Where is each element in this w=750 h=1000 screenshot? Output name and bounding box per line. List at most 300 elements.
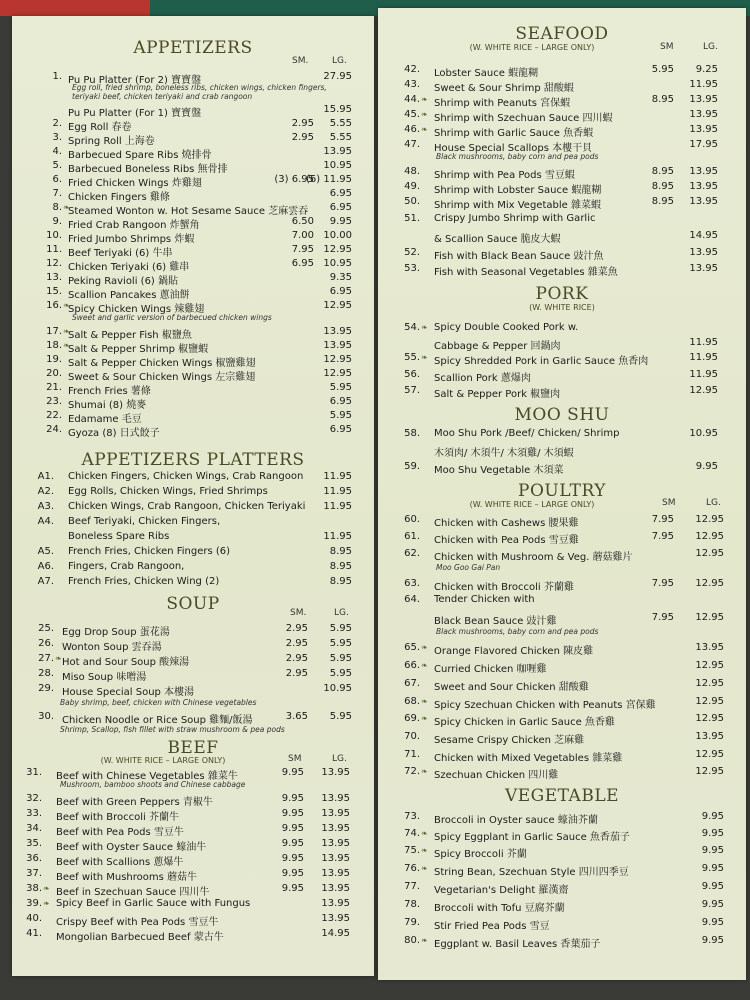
item-number: 68. xyxy=(404,696,420,707)
menu-item-row xyxy=(12,368,374,382)
menu-page-left xyxy=(12,16,374,976)
item-price-large: 13.95 xyxy=(323,340,352,351)
item-name: House Special Soup 本樓湯 xyxy=(62,687,195,698)
col-header-lg: LG. xyxy=(334,608,349,618)
spicy-icon: ❧ xyxy=(63,341,70,350)
section-subtitle-beef: (W. WHITE RICE – LARGE ONLY) xyxy=(100,756,226,765)
item-number: 69. xyxy=(404,713,420,724)
item-number: A5. xyxy=(37,546,54,557)
menu-item-row xyxy=(12,501,374,515)
item-price-large: 6.95 xyxy=(329,202,352,213)
item-name: French Fries 薯條 xyxy=(68,386,151,397)
item-price-large: 13.95 xyxy=(689,263,718,274)
item-price-large: 11.95 xyxy=(323,531,352,542)
item-number: 18. xyxy=(46,340,62,351)
item-name: Beef with Oyster Sauce 蠔油牛 xyxy=(56,842,207,853)
menu-item-row xyxy=(378,385,746,399)
item-price-large: 13.95 xyxy=(689,181,718,192)
item-number: 15. xyxy=(46,286,62,297)
item-price-small: 9.95 xyxy=(281,808,304,819)
item-price-small: 2.95 xyxy=(285,623,308,634)
section-title-appetizers: APPETIZERS xyxy=(133,38,253,58)
item-name: Salt & Pepper Shrimp 椒鹽蝦 xyxy=(68,344,209,355)
item-number: 62. xyxy=(404,548,420,559)
item-price-small: 8.95 xyxy=(651,181,674,192)
menu-item-row xyxy=(378,369,746,383)
item-name: Fish with Black Bean Sauce 豉汁魚 xyxy=(434,251,604,262)
item-name: Beef Teriyaki, Chicken Fingers, xyxy=(68,516,221,527)
menu-item-row xyxy=(12,653,374,667)
menu-item-row xyxy=(12,638,374,652)
item-name: Crispy Jumbo Shrimp with Garlic xyxy=(434,213,596,224)
menu-item-row xyxy=(378,766,746,780)
item-name: Chicken Wings, Crab Rangoon, Chicken Teriyaki xyxy=(68,501,306,512)
menu-item-row xyxy=(12,868,374,882)
menu-item-row xyxy=(12,711,374,725)
menu-item-row xyxy=(378,166,746,180)
col-header-lg: LG. xyxy=(706,498,721,508)
item-price-large: 9.95 xyxy=(701,845,724,856)
item-price-small: 7.00 xyxy=(291,230,314,241)
col-header-lg: LG. xyxy=(332,56,347,66)
spicy-icon: ❧ xyxy=(421,323,428,332)
item-number: 25. xyxy=(38,623,54,634)
item-price-small: 6.50 xyxy=(291,216,314,227)
item-name: Spicy Broccoli 芥蘭 xyxy=(434,849,527,860)
item-price-small: 7.95 xyxy=(291,244,314,255)
menu-item-row xyxy=(12,471,374,485)
menu-item-row xyxy=(12,486,374,500)
item-price-large: 11.95 xyxy=(689,79,718,90)
item-number: 75. xyxy=(404,845,420,856)
col-header-sm: SM. xyxy=(292,56,309,66)
spicy-icon: ❧ xyxy=(421,95,428,104)
item-number: A3. xyxy=(37,501,54,512)
item-number: 33. xyxy=(26,808,42,819)
menu-item-row xyxy=(12,244,374,258)
item-name: Stir Fried Pea Pods 雪豆 xyxy=(434,921,550,932)
item-number: 32. xyxy=(26,793,42,804)
item-number: 17. xyxy=(46,326,62,337)
menu-item-row xyxy=(12,258,374,272)
item-number: A6. xyxy=(37,561,54,572)
item-price-large: 11.95 xyxy=(689,352,718,363)
section-title-vegetable: VEGETABLE xyxy=(504,786,620,806)
item-price-large: 5.95 xyxy=(329,410,352,421)
spicy-icon: ❧ xyxy=(421,110,428,119)
item-number: 36. xyxy=(26,853,42,864)
item-number: A4. xyxy=(37,516,54,527)
item-price-large: 6.95 xyxy=(329,188,352,199)
menu-item-row xyxy=(12,382,374,396)
item-name: Sesame Crispy Chicken 芝麻雞 xyxy=(434,735,585,746)
col-header-sm: SM xyxy=(662,498,676,508)
section-subtitle-seafood: (W. WHITE RICE – LARGE ONLY) xyxy=(469,43,595,52)
menu-item-row xyxy=(378,612,746,626)
item-price-large: 9.95 xyxy=(329,216,352,227)
menu-item-row xyxy=(378,749,746,763)
item-name: Pu Pu Platter (For 2) 寶寶盤 xyxy=(68,75,202,86)
menu-item-row xyxy=(378,247,746,261)
item-number: A7. xyxy=(37,576,54,587)
item-price-large: 11.95 xyxy=(323,471,352,482)
menu-item-row xyxy=(378,713,746,727)
col-header-lg: LG. xyxy=(332,754,347,764)
menu-item-row xyxy=(378,881,746,895)
menu-item-row xyxy=(12,838,374,852)
item-name: Fried Chicken Wings 炸雞翅 xyxy=(68,178,202,189)
menu-item-row xyxy=(378,322,746,336)
item-number: 64. xyxy=(404,594,420,605)
item-price-small: 8.95 xyxy=(651,196,674,207)
menu-item-row xyxy=(12,623,374,637)
item-number: 49. xyxy=(404,181,420,192)
item-price-large: 13.95 xyxy=(321,823,350,834)
item-number: 21. xyxy=(46,382,62,393)
item-number: 65. xyxy=(404,642,420,653)
item-price-large: 13.95 xyxy=(689,124,718,135)
menu-item-row xyxy=(378,899,746,913)
menu-item-row xyxy=(12,340,374,354)
item-name: Mongolian Barbecued Beef 蒙古牛 xyxy=(56,932,224,943)
background-strip-red xyxy=(0,0,150,16)
item-price-large: 13.95 xyxy=(321,838,350,849)
item-price-large: 13.95 xyxy=(321,868,350,879)
item-price-small: 7.95 xyxy=(651,514,674,525)
item-price-large: 6.95 xyxy=(329,396,352,407)
menu-item-row xyxy=(12,668,374,682)
item-number: 77. xyxy=(404,881,420,892)
item-price-large: 12.95 xyxy=(323,368,352,379)
menu-item-row xyxy=(12,410,374,424)
item-price-large: 10.95 xyxy=(689,428,718,439)
menu-item-row xyxy=(12,354,374,368)
col-header-lg: LG. xyxy=(703,42,718,52)
item-number: 29. xyxy=(38,683,54,694)
spicy-icon: ❧ xyxy=(421,846,428,855)
item-price-large: 13.95 xyxy=(689,196,718,207)
section-title-seafood: SEAFOOD xyxy=(515,24,609,44)
item-price-large: 8.95 xyxy=(329,576,352,587)
menu-item-row xyxy=(12,286,374,300)
item-price-large: 12.95 xyxy=(323,354,352,365)
menu-item-row xyxy=(12,898,374,912)
item-price-large: 13.95 xyxy=(321,808,350,819)
item-name: Szechuan Chicken 四川雞 xyxy=(434,770,559,781)
item-number: 12. xyxy=(46,258,62,269)
item-price-large: 12.95 xyxy=(695,713,724,724)
item-number: 7. xyxy=(52,188,62,199)
col-header-sm: SM. xyxy=(290,608,307,618)
item-number: 23. xyxy=(46,396,62,407)
item-price-large: 12.95 xyxy=(695,578,724,589)
item-name: Egg Drop Soup 蛋花湯 xyxy=(62,627,170,638)
section-title-beef: BEEF xyxy=(167,738,219,758)
item-name: Barbecued Spare Ribs 燒排骨 xyxy=(68,150,212,161)
item-name: Scallion Pancakes 蔥油餅 xyxy=(68,290,190,301)
section-title-soup: SOUP xyxy=(166,594,220,614)
item-price-small: 7.95 xyxy=(651,531,674,542)
item-number: 41. xyxy=(26,928,42,939)
item-name: Spicy Chicken in Garlic Sauce 魚香雞 xyxy=(434,717,615,728)
item-name: Beef with Broccoli 芥蘭牛 xyxy=(56,812,179,823)
item-name: Tender Chicken with xyxy=(434,594,535,605)
menu-item-row xyxy=(378,124,746,138)
item-number: 53. xyxy=(404,263,420,274)
item-price-large: 13.95 xyxy=(695,642,724,653)
item-price-large: 9.95 xyxy=(701,899,724,910)
menu-item-row xyxy=(378,514,746,528)
item-price-large: 13.95 xyxy=(689,247,718,258)
menu-item-row xyxy=(378,94,746,108)
item-number: 71. xyxy=(404,749,420,760)
item-price-small: 2.95 xyxy=(291,118,314,129)
menu-item-row xyxy=(12,300,374,314)
item-number: 56. xyxy=(404,369,420,380)
menu-item-row xyxy=(12,793,374,807)
item-price-large: 11.95 xyxy=(323,486,352,497)
item-number: 37. xyxy=(26,868,42,879)
spicy-icon: ❧ xyxy=(63,327,70,336)
item-number: 13. xyxy=(46,272,62,283)
item-number: 50. xyxy=(404,196,420,207)
menu-item-row xyxy=(12,516,374,530)
item-name: & Scallion Sauce 脆皮大蝦 xyxy=(434,234,561,245)
item-name: French Fries, Chicken Wing (2) xyxy=(68,576,220,587)
item-price-large: 14.95 xyxy=(689,230,718,241)
item-price-small: 2.95 xyxy=(285,668,308,679)
item-number: 16. xyxy=(46,300,62,311)
item-name: Eggplant w. Basil Leaves 香葉茄子 xyxy=(434,939,601,950)
menu-item-row xyxy=(378,109,746,123)
menu-item-row xyxy=(378,531,746,545)
item-price-small: 7.95 xyxy=(651,578,674,589)
item-price-large: 8.95 xyxy=(329,561,352,572)
item-name: Shrimp with Garlic Sauce 魚香蝦 xyxy=(434,128,594,139)
item-name: Chicken Noodle or Rice Soup 雞麵/飯湯 xyxy=(62,715,253,726)
item-price-large: 10.95 xyxy=(323,683,352,694)
item-name: Lobster Sauce 蝦龍糊 xyxy=(434,68,539,79)
item-number: 38. xyxy=(26,883,42,894)
item-name: Beef with Mushrooms 蘑菇牛 xyxy=(56,872,198,883)
item-name: Sweet and Sour Chicken 甜酸雞 xyxy=(434,682,589,693)
item-name: Boneless Spare Ribs xyxy=(68,531,170,542)
menu-item-row xyxy=(12,928,374,942)
item-number: 55. xyxy=(404,352,420,363)
item-number: 24. xyxy=(46,424,62,435)
item-number: 34. xyxy=(26,823,42,834)
item-price-large: 10.95 xyxy=(323,160,352,171)
item-number: 78. xyxy=(404,899,420,910)
item-name: Broccoli with Tofu 豆腐芥蘭 xyxy=(434,903,565,914)
item-number: 11. xyxy=(46,244,62,255)
item-name: Shrimp with Peanuts 宮保蝦 xyxy=(434,98,571,109)
item-price-large: 11.95 xyxy=(689,369,718,380)
menu-item-row xyxy=(378,935,746,949)
item-name: Barbecued Boneless Ribs 無骨排 xyxy=(68,164,228,175)
item-price-large: 13.95 xyxy=(323,146,352,157)
item-name: Chicken with Mushroom & Veg. 蘑菇雞片 xyxy=(434,552,633,563)
item-price-large: 10.00 xyxy=(323,230,352,241)
item-name: Beef Teriyaki (6) 牛串 xyxy=(68,248,173,259)
item-number: 44. xyxy=(404,94,420,105)
menu-page-right xyxy=(378,8,746,980)
item-price-large: 17.95 xyxy=(689,139,718,150)
item-number: 67. xyxy=(404,678,420,689)
item-number: A2. xyxy=(37,486,54,497)
menu-item-row xyxy=(378,139,746,153)
menu-item-row xyxy=(12,683,374,697)
section-subtitle-pork: (W. WHITE RICE) xyxy=(529,303,595,312)
item-price-large: 12.95 xyxy=(695,531,724,542)
menu-item-row xyxy=(378,352,746,366)
item-name: Egg Rolls, Chicken Wings, Fried Shrimps xyxy=(68,486,268,497)
menu-item-row xyxy=(378,828,746,842)
item-name: Shrimp with Szechuan Sauce 四川蝦 xyxy=(434,113,613,124)
item-price-large: 9.95 xyxy=(701,917,724,928)
item-number: 60. xyxy=(404,514,420,525)
item-number: 20. xyxy=(46,368,62,379)
menu-item-row xyxy=(378,196,746,210)
item-price-large: 12.95 xyxy=(695,749,724,760)
item-name: Beef with Green Peppers 青椒牛 xyxy=(56,797,213,808)
item-name: Spring Roll 上海卷 xyxy=(68,136,155,147)
item-price-small: 8.95 xyxy=(651,94,674,105)
item-number: 47. xyxy=(404,139,420,150)
item-price-small: 2.95 xyxy=(285,638,308,649)
item-price-large: 13.95 xyxy=(321,767,350,778)
item-name: Cabbage & Pepper 回鍋肉 xyxy=(434,341,561,352)
menu-item-row xyxy=(12,118,374,132)
section-title-platters: APPETIZERS PLATTERS xyxy=(81,450,305,470)
item-number: 1. xyxy=(52,71,62,82)
item-price-large: 5.55 xyxy=(329,132,352,143)
item-name: Chicken Fingers 雞條 xyxy=(68,192,170,203)
item-price-large: 6.95 xyxy=(329,424,352,435)
menu-item-row xyxy=(12,272,374,286)
item-name: Crispy Beef with Pea Pods 雪豆牛 xyxy=(56,917,219,928)
menu-item-row xyxy=(378,594,746,608)
menu-item-row xyxy=(378,64,746,78)
menu-item-row xyxy=(378,548,746,562)
item-note: Baby shrimp, beef, chicken with Chinese vegetables xyxy=(60,698,257,707)
item-number: A1. xyxy=(37,471,54,482)
menu-item-row xyxy=(378,337,746,351)
item-price-small: 9.95 xyxy=(281,767,304,778)
item-note: Shrimp, Scallop, fish fillet with straw mushroom & pea pods xyxy=(60,725,285,734)
item-price-large: 10.95 xyxy=(323,258,352,269)
item-price-large: 9.95 xyxy=(701,863,724,874)
menu-item-row xyxy=(378,642,746,656)
item-number: 43. xyxy=(404,79,420,90)
item-price-small: 9.95 xyxy=(281,853,304,864)
menu-item-row xyxy=(12,546,374,560)
menu-item-row xyxy=(378,428,746,442)
item-number: 27. xyxy=(38,653,54,664)
item-price-large: 8.95 xyxy=(329,546,352,557)
item-price-large: (6) 11.95 xyxy=(306,174,352,185)
item-number: 63. xyxy=(404,578,420,589)
item-price-large: 12.95 xyxy=(695,548,724,559)
item-note: Sweet and garlic version of barbecued chicken wings xyxy=(72,313,272,322)
menu-item-row xyxy=(378,213,746,227)
menu-item-row xyxy=(12,174,374,188)
item-number: 30. xyxy=(38,711,54,722)
menu-item-row xyxy=(378,461,746,475)
item-price-small: (3) 6.95 xyxy=(274,174,314,185)
item-price-large: 5.55 xyxy=(329,118,352,129)
item-name: Beef with Chinese Vegetables 雜菜牛 xyxy=(56,771,238,782)
col-header-sm: SM xyxy=(288,754,302,764)
item-price-large: 12.95 xyxy=(695,696,724,707)
item-price-large: 13.95 xyxy=(695,731,724,742)
item-name: Sweet & Sour Chicken Wings 左宗雞翅 xyxy=(68,372,256,383)
spicy-icon: ❧ xyxy=(421,767,428,776)
item-name: Egg Roll 春卷 xyxy=(68,122,132,133)
item-name: Salt & Pepper Chicken Wings 椒鹽雞翅 xyxy=(68,358,256,369)
item-number: 46. xyxy=(404,124,420,135)
menu-item-row xyxy=(12,913,374,927)
menu-item-row xyxy=(378,845,746,859)
item-price-large: 13.95 xyxy=(689,94,718,105)
menu-item-row xyxy=(12,132,374,146)
item-name: Wonton Soup 雲吞湯 xyxy=(62,642,162,653)
item-number: 57. xyxy=(404,385,420,396)
item-note: Black mushrooms, baby corn and pea pods xyxy=(436,627,599,636)
item-price-large: 13.95 xyxy=(321,898,350,909)
item-price-small: 9.95 xyxy=(281,823,304,834)
menu-item-row xyxy=(378,181,746,195)
item-name: Chicken with Broccoli 芥蘭雞 xyxy=(434,582,574,593)
item-price-small: 5.95 xyxy=(651,64,674,75)
item-name: Hot and Sour Soup 酸辣湯 xyxy=(62,657,190,668)
item-name: Fish with Seasonal Vegetables 雜菜魚 xyxy=(434,267,618,278)
item-price-large: 12.95 xyxy=(689,385,718,396)
item-price-large: 13.95 xyxy=(321,883,350,894)
item-price-large: 12.95 xyxy=(695,612,724,623)
menu-item-row xyxy=(12,823,374,837)
spicy-icon: ❧ xyxy=(421,864,428,873)
item-price-large: 6.95 xyxy=(329,286,352,297)
item-number: 39. xyxy=(26,898,42,909)
section-title-poultry: POULTRY xyxy=(518,481,606,501)
item-number: 74. xyxy=(404,828,420,839)
item-price-large: 9.95 xyxy=(701,811,724,822)
item-name: Beef with Pea Pods 雪豆牛 xyxy=(56,827,184,838)
menu-item-row xyxy=(12,216,374,230)
menu-item-row xyxy=(378,263,746,277)
item-price-large: 14.95 xyxy=(321,928,350,939)
item-price-large: 5.95 xyxy=(329,653,352,664)
spicy-icon: ❧ xyxy=(43,884,50,893)
item-name: Spicy Chicken Wings 辣雞翅 xyxy=(68,304,205,315)
item-note: Black mushrooms, baby corn and pea pods xyxy=(436,152,599,161)
spicy-icon: ❧ xyxy=(421,125,428,134)
item-name: Fried Jumbo Shrimps 炸蝦 xyxy=(68,234,195,245)
item-number: 72. xyxy=(404,766,420,777)
item-name: Shumai (8) 燒麥 xyxy=(68,400,147,411)
item-name: Spicy Double Cooked Pork w. xyxy=(434,322,579,333)
item-name: Shrimp with Mix Vegetable 雜菜蝦 xyxy=(434,200,601,211)
item-number: 59. xyxy=(404,461,420,472)
item-name: String Bean, Szechuan Style 四川四季豆 xyxy=(434,867,629,878)
item-number: 35. xyxy=(26,838,42,849)
item-name: Pu Pu Platter (For 1) 寶寶盤 xyxy=(68,108,202,119)
item-note: teriyaki beef, chicken teriyaki and crab rangoon xyxy=(72,92,253,101)
item-name: Spicy Eggplant in Garlic Sauce 魚香茄子 xyxy=(434,832,630,843)
item-name: Scallion Pork 蔥爆肉 xyxy=(434,373,531,384)
item-number: 6. xyxy=(52,174,62,185)
